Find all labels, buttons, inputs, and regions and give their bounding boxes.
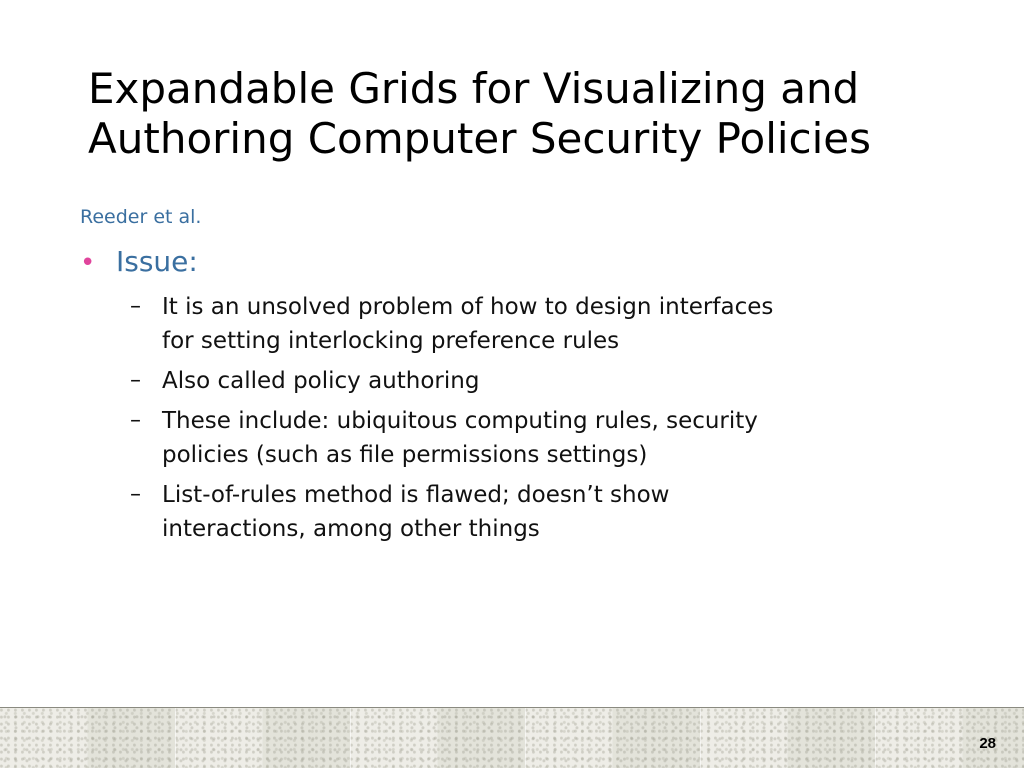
slide-title-line-2: Authoring Computer Security Policies xyxy=(88,114,872,163)
sub-bullet-line: List-of-rules method is flawed; doesn’t show xyxy=(162,482,670,508)
bullet-issue xyxy=(80,244,198,281)
sub-bullet-item xyxy=(130,364,950,398)
footer-divider xyxy=(875,708,876,768)
dash-marker: – xyxy=(130,482,141,507)
footer-divider xyxy=(350,708,351,768)
sub-bullet-item xyxy=(130,290,950,358)
footer-band xyxy=(0,707,1024,768)
sub-bullet-text xyxy=(162,478,670,546)
sub-bullet-text xyxy=(162,290,773,358)
bullet-label: Issue: xyxy=(116,245,198,278)
sub-bullet-line: These include: ubiquitous computing rules, security xyxy=(162,408,758,434)
dash-marker: – xyxy=(130,408,141,433)
footer-divider xyxy=(175,708,176,768)
sub-bullet-line: Also called policy authoring xyxy=(162,368,480,394)
bullet-marker: • xyxy=(80,248,96,278)
sub-bullet-line: policies (such as file permissions settings) xyxy=(162,442,648,468)
sub-bullet-line: It is an unsolved problem of how to design interfaces xyxy=(162,294,774,320)
dash-marker: – xyxy=(130,294,141,319)
slide-title-line-1: Expandable Grids for Visualizing and xyxy=(88,64,860,113)
sub-bullet-line: interactions, among other things xyxy=(162,516,540,542)
sub-bullet-text xyxy=(162,364,479,398)
dash-marker: – xyxy=(130,368,141,393)
sub-bullet-item xyxy=(130,404,950,472)
sub-bullet-text xyxy=(162,404,758,472)
sub-bullet-list xyxy=(130,290,950,552)
sub-bullet-item xyxy=(130,478,950,546)
page-number: 28 xyxy=(979,735,996,752)
sub-bullet-line: for setting interlocking preference rules xyxy=(162,328,620,354)
slide-subtitle: Reeder et al. xyxy=(80,206,202,228)
footer-divider xyxy=(525,708,526,768)
slide-title xyxy=(88,64,988,164)
footer-divider xyxy=(700,708,701,768)
